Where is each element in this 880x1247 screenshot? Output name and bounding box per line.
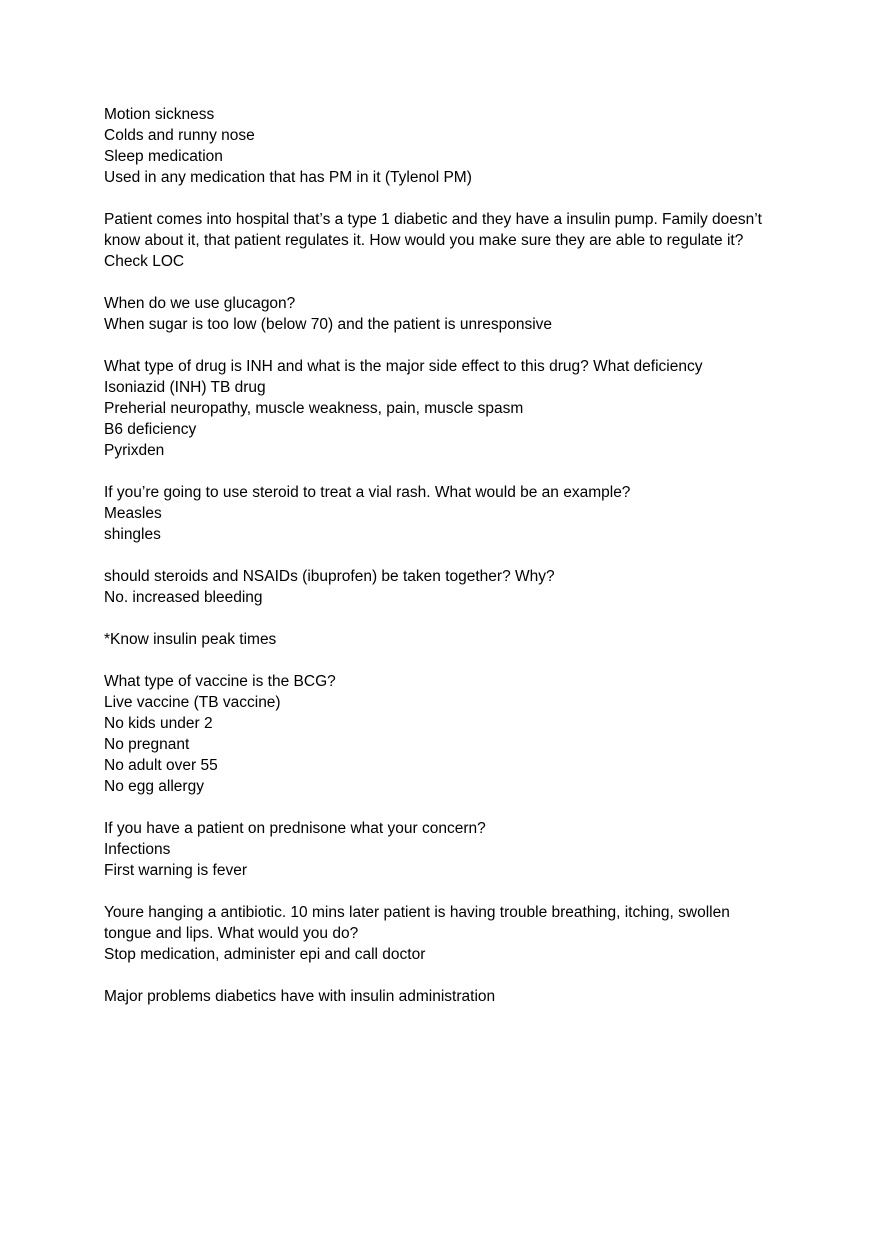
qa-diabetics (104, 986, 764, 1007)
spacer (104, 188, 764, 209)
intro-list (104, 104, 764, 188)
qa-steroid-rash (104, 482, 764, 545)
answer-text: Live vaccine (TB vaccine) (104, 694, 281, 711)
intro-line: Colds and runny nose (104, 127, 255, 144)
answer-text: Check LOC (104, 253, 185, 270)
answer-text: First warning is fever (104, 862, 247, 879)
question-text: should steroids and NSAIDs (ibuprofen) be taken together? Why? (104, 568, 555, 585)
spacer (104, 461, 764, 482)
spacer (104, 881, 764, 902)
answer-text: Stop medication, administer epi and call doctor (104, 946, 426, 963)
answer-text: No adult over 55 (104, 757, 218, 774)
spacer (104, 965, 764, 986)
question-text: What type of vaccine is the BCG? (104, 673, 336, 690)
question-text: Patient comes into hospital that’s a type 1 diabetic and they have a insulin pump. Family doesn’t know about it, that patient regulates it. How would you make sure they are able to regulate it? (104, 211, 762, 249)
document-body (104, 104, 764, 1007)
answer-text: No kids under 2 (104, 715, 213, 732)
spacer (104, 545, 764, 566)
note-text: *Know insulin peak times (104, 631, 277, 648)
intro-line: Used in any medication that has PM in it (Tylenol PM) (104, 169, 472, 186)
intro-line: Sleep medication (104, 148, 223, 165)
spacer (104, 797, 764, 818)
qa-antibiotic (104, 902, 764, 965)
spacer (104, 608, 764, 629)
spacer (104, 335, 764, 356)
answer-text: No pregnant (104, 736, 190, 753)
answer-text: When sugar is too low (below 70) and the patient is unresponsive (104, 316, 553, 333)
qa-insulin-pump (104, 209, 764, 272)
answer-text: Pyrixden (104, 442, 165, 459)
question-text: What type of drug is INH and what is the major side effect to this drug? What deficiency (104, 358, 703, 375)
spacer (104, 650, 764, 671)
question-text: When do we use glucagon? (104, 295, 296, 312)
qa-inh (104, 356, 764, 461)
answer-text: Infections (104, 841, 171, 858)
question-text: Youre hanging a antibiotic. 10 mins later patient is having trouble breathing, itching, swollen tongue and lips. What would you do? (104, 904, 730, 942)
answer-text: No egg allergy (104, 778, 204, 795)
answer-text: No. increased bleeding (104, 589, 263, 606)
question-text: If you’re going to use steroid to treat a vial rash. What would be an example? (104, 484, 631, 501)
question-text: Major problems diabetics have with insulin administration (104, 988, 496, 1005)
answer-text: Isoniazid (INH) TB drug (104, 379, 266, 396)
question-text: If you have a patient on prednisone what your concern? (104, 820, 486, 837)
spacer (104, 272, 764, 293)
answer-text: Measles (104, 505, 162, 522)
answer-text: Preherial neuropathy, muscle weakness, pain, muscle spasm (104, 400, 524, 417)
answer-text: B6 deficiency (104, 421, 197, 438)
qa-prednisone (104, 818, 764, 881)
qa-glucagon (104, 293, 764, 335)
qa-nsaids (104, 566, 764, 608)
note-insulin-peak (104, 629, 764, 650)
qa-bcg (104, 671, 764, 797)
intro-line: Motion sickness (104, 106, 215, 123)
answer-text: shingles (104, 526, 161, 543)
